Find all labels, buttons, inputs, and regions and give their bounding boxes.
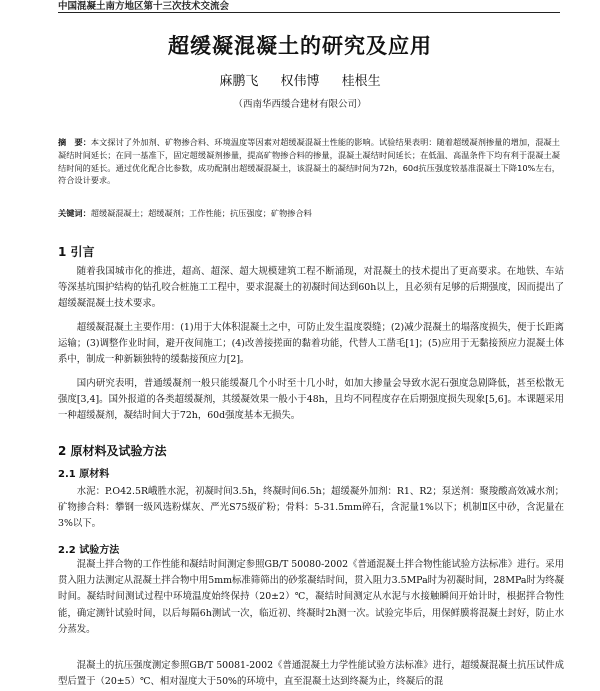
author-list xyxy=(0,70,600,89)
abstract xyxy=(58,136,560,187)
abstract-text: 本文探讨了外加剂、矿物掺合料、环境温度等因素对超缓凝混凝土性能的影响。试验结果表明：随着超缓凝剂掺量的增加，混凝土凝结时间延长；在同一基准下，固定超缓凝剂掺量，提高矿物掺合料的掺量，混凝土凝结时间延长；在低温、高温条件下均有利于混凝土凝结时间的延长。通过优化配合比参数，成功配制出超缓凝混凝土，该混凝土的凝结时间为72h，60d抗压强度较基准混凝土下降10%左右，符合设计要求。 xyxy=(58,137,560,186)
paper-title: 超缓凝混凝土的研究及应用 xyxy=(168,34,432,58)
abstract-label: 摘 要： xyxy=(58,137,91,147)
subsection-heading: 2.1 原材料 xyxy=(58,469,110,480)
author-name: 权伟博 xyxy=(280,74,320,89)
author-name: 桂根生 xyxy=(341,74,381,89)
author-name: 麻鹏飞 xyxy=(219,74,259,89)
section-heading: 1 引言 xyxy=(58,245,95,259)
affiliation: （西南华西缓合建材有限公司） xyxy=(233,99,367,110)
section-heading: 2 原材料及试验方法 xyxy=(58,444,167,458)
body-paragraph: 水泥：P.O42.5R峨胜水泥，初凝时间3.5h，终凝时间6.5h；超缓凝外加剂：R1、R2；泵送剂：聚羧酸高效减水剂；矿物掺合料：攀钢一级风选粉煤灰、严光S75级矿粉；骨料：5-31.5mm碎石，含泥量1%以下；机制Ⅱ区中砂，含泥量在3%以下。 xyxy=(58,486,564,530)
keywords-label: 关键词： xyxy=(58,208,91,218)
keywords-text: 超缓凝混凝土；超缓凝剂；工作性能；抗压强度；矿物掺合料 xyxy=(90,208,312,218)
body-paragraph: 混凝土拌合物的工作性能和凝结时间测定参照GB/T 50080-2002《普通混凝土拌合物性能试验方法标准》进行。采用贯入阻力法测定从混凝土拌合物中用5mm标准筛筛出的砂浆凝结时间，贯入阻力3.5MPa时为初凝时间，28MPa时为终凝时间。凝结时间测试过程中环境温度始终保持（20±2）℃，凝结时间测定从水泥与水接触瞬间开始计时，根据拌合物性能，确定测针试验时间，以后每隔6h测试一次，临近初、终凝时2h测一次。试验完毕后，用保鲜膜将混凝土封好，防止水分蒸发。 xyxy=(58,559,564,635)
keywords xyxy=(58,207,560,220)
body-paragraph: 随着我国城市化的推进，超高、超深、超大规模建筑工程不断涌现，对混凝土的技术提出了更高要求。在地铁、车站等深基坑围护结构的钻孔咬合桩施工工程中，要求混凝土的初凝时间达到60h以上，且必须有足够的后期强度，因而提出了超缓凝混凝土技术要求。 xyxy=(58,266,564,310)
body-paragraph: 超缓凝混凝土主要作用：(1)用于大体积混凝土之中，可防止发生温度裂缝；(2)减少混凝土的塌落度损失，便于长距离运输；(3)调整作业时间，避开夜间施工；(4)改善接搓面的黏着功能，代替人工凿毛[1]；(5)应用于无黏接预应力混凝土体系中，制成一种新颖独特的缓黏接预应力[2]。 xyxy=(58,322,564,366)
body-paragraph: 国内研究表明，普通缓凝剂一般只能缓凝几个小时至十几小时，如加大掺量会导致水泥石强度急剧降低，甚至松散无强度[3,4]。国外报道的各类超缓凝剂，其缓凝效果一般小于48h，且均不同程度存在后期强度损失现象[5,6]。本课题采用一种超缓凝剂，凝结时间大于72h，60d强度基本无损失。 xyxy=(58,378,564,422)
subsection-heading: 2.2 试验方法 xyxy=(58,545,120,556)
body-paragraph: 混凝土的抗压强度测定参照GB/T 50081-2002《普通混凝土力学性能试验方法标准》进行，超缓凝混凝土抗压试件成型后置于（20±5）℃、相对湿度大于50%的环境中，直至混凝土达到终凝为止，终凝后的混 xyxy=(58,660,564,688)
running-head: 中国混凝土南方地区第十三次技术交流会 xyxy=(58,1,230,12)
header-rule xyxy=(58,12,560,13)
